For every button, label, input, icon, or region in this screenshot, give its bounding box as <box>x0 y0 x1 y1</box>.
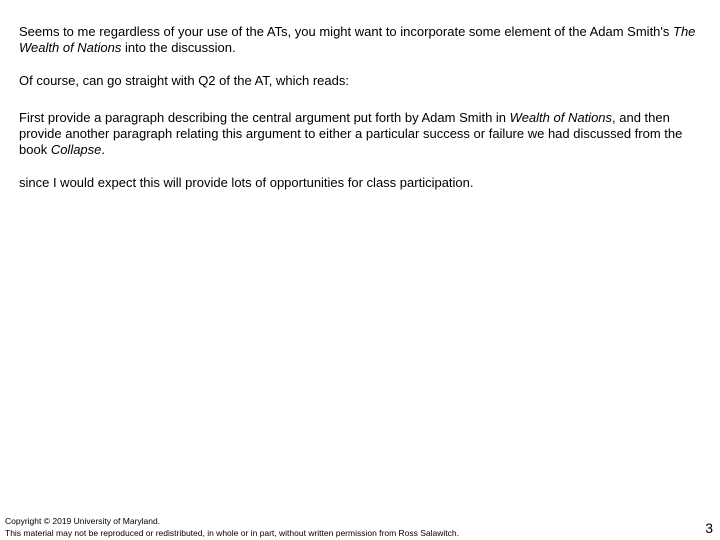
paragraph-text: First provide a paragraph describing the central argument put forth by Adam Smith in <box>19 110 510 125</box>
paragraph-question-quote <box>19 110 699 158</box>
paragraph-text: , and then provide another paragraph relating this argument to either a particular success or failure we had discussed from the book <box>19 110 683 157</box>
paragraph-text: into the discussion. <box>121 40 236 55</box>
copyright-footer <box>5 515 459 539</box>
paragraph-text: . <box>101 142 106 157</box>
paragraph-participation: since I would expect this will provide lots of opportunities for class participation. <box>19 175 474 190</box>
page-number: 3 <box>705 520 713 536</box>
paragraph-q2: Of course, can go straight with Q2 of the AT, which reads: <box>19 73 349 88</box>
paragraph-text: Seems to me regardless of your use of the ATs, you might want to incorporate some element of the Adam Smith's <box>19 24 674 39</box>
paragraph-wealth-of-nations <box>19 24 699 56</box>
book-title: Wealth of Nations <box>509 110 613 125</box>
copyright-line: Copyright © 2019 University of Maryland. <box>5 516 161 526</box>
reproduction-notice: This material may not be reproduced or redistributed, in whole or in part, without written permission from Ross Salawitch. <box>5 528 459 538</box>
book-title: The Wealth of Nations <box>19 24 696 55</box>
slide-body <box>19 24 699 208</box>
book-title: Collapse <box>50 142 102 157</box>
